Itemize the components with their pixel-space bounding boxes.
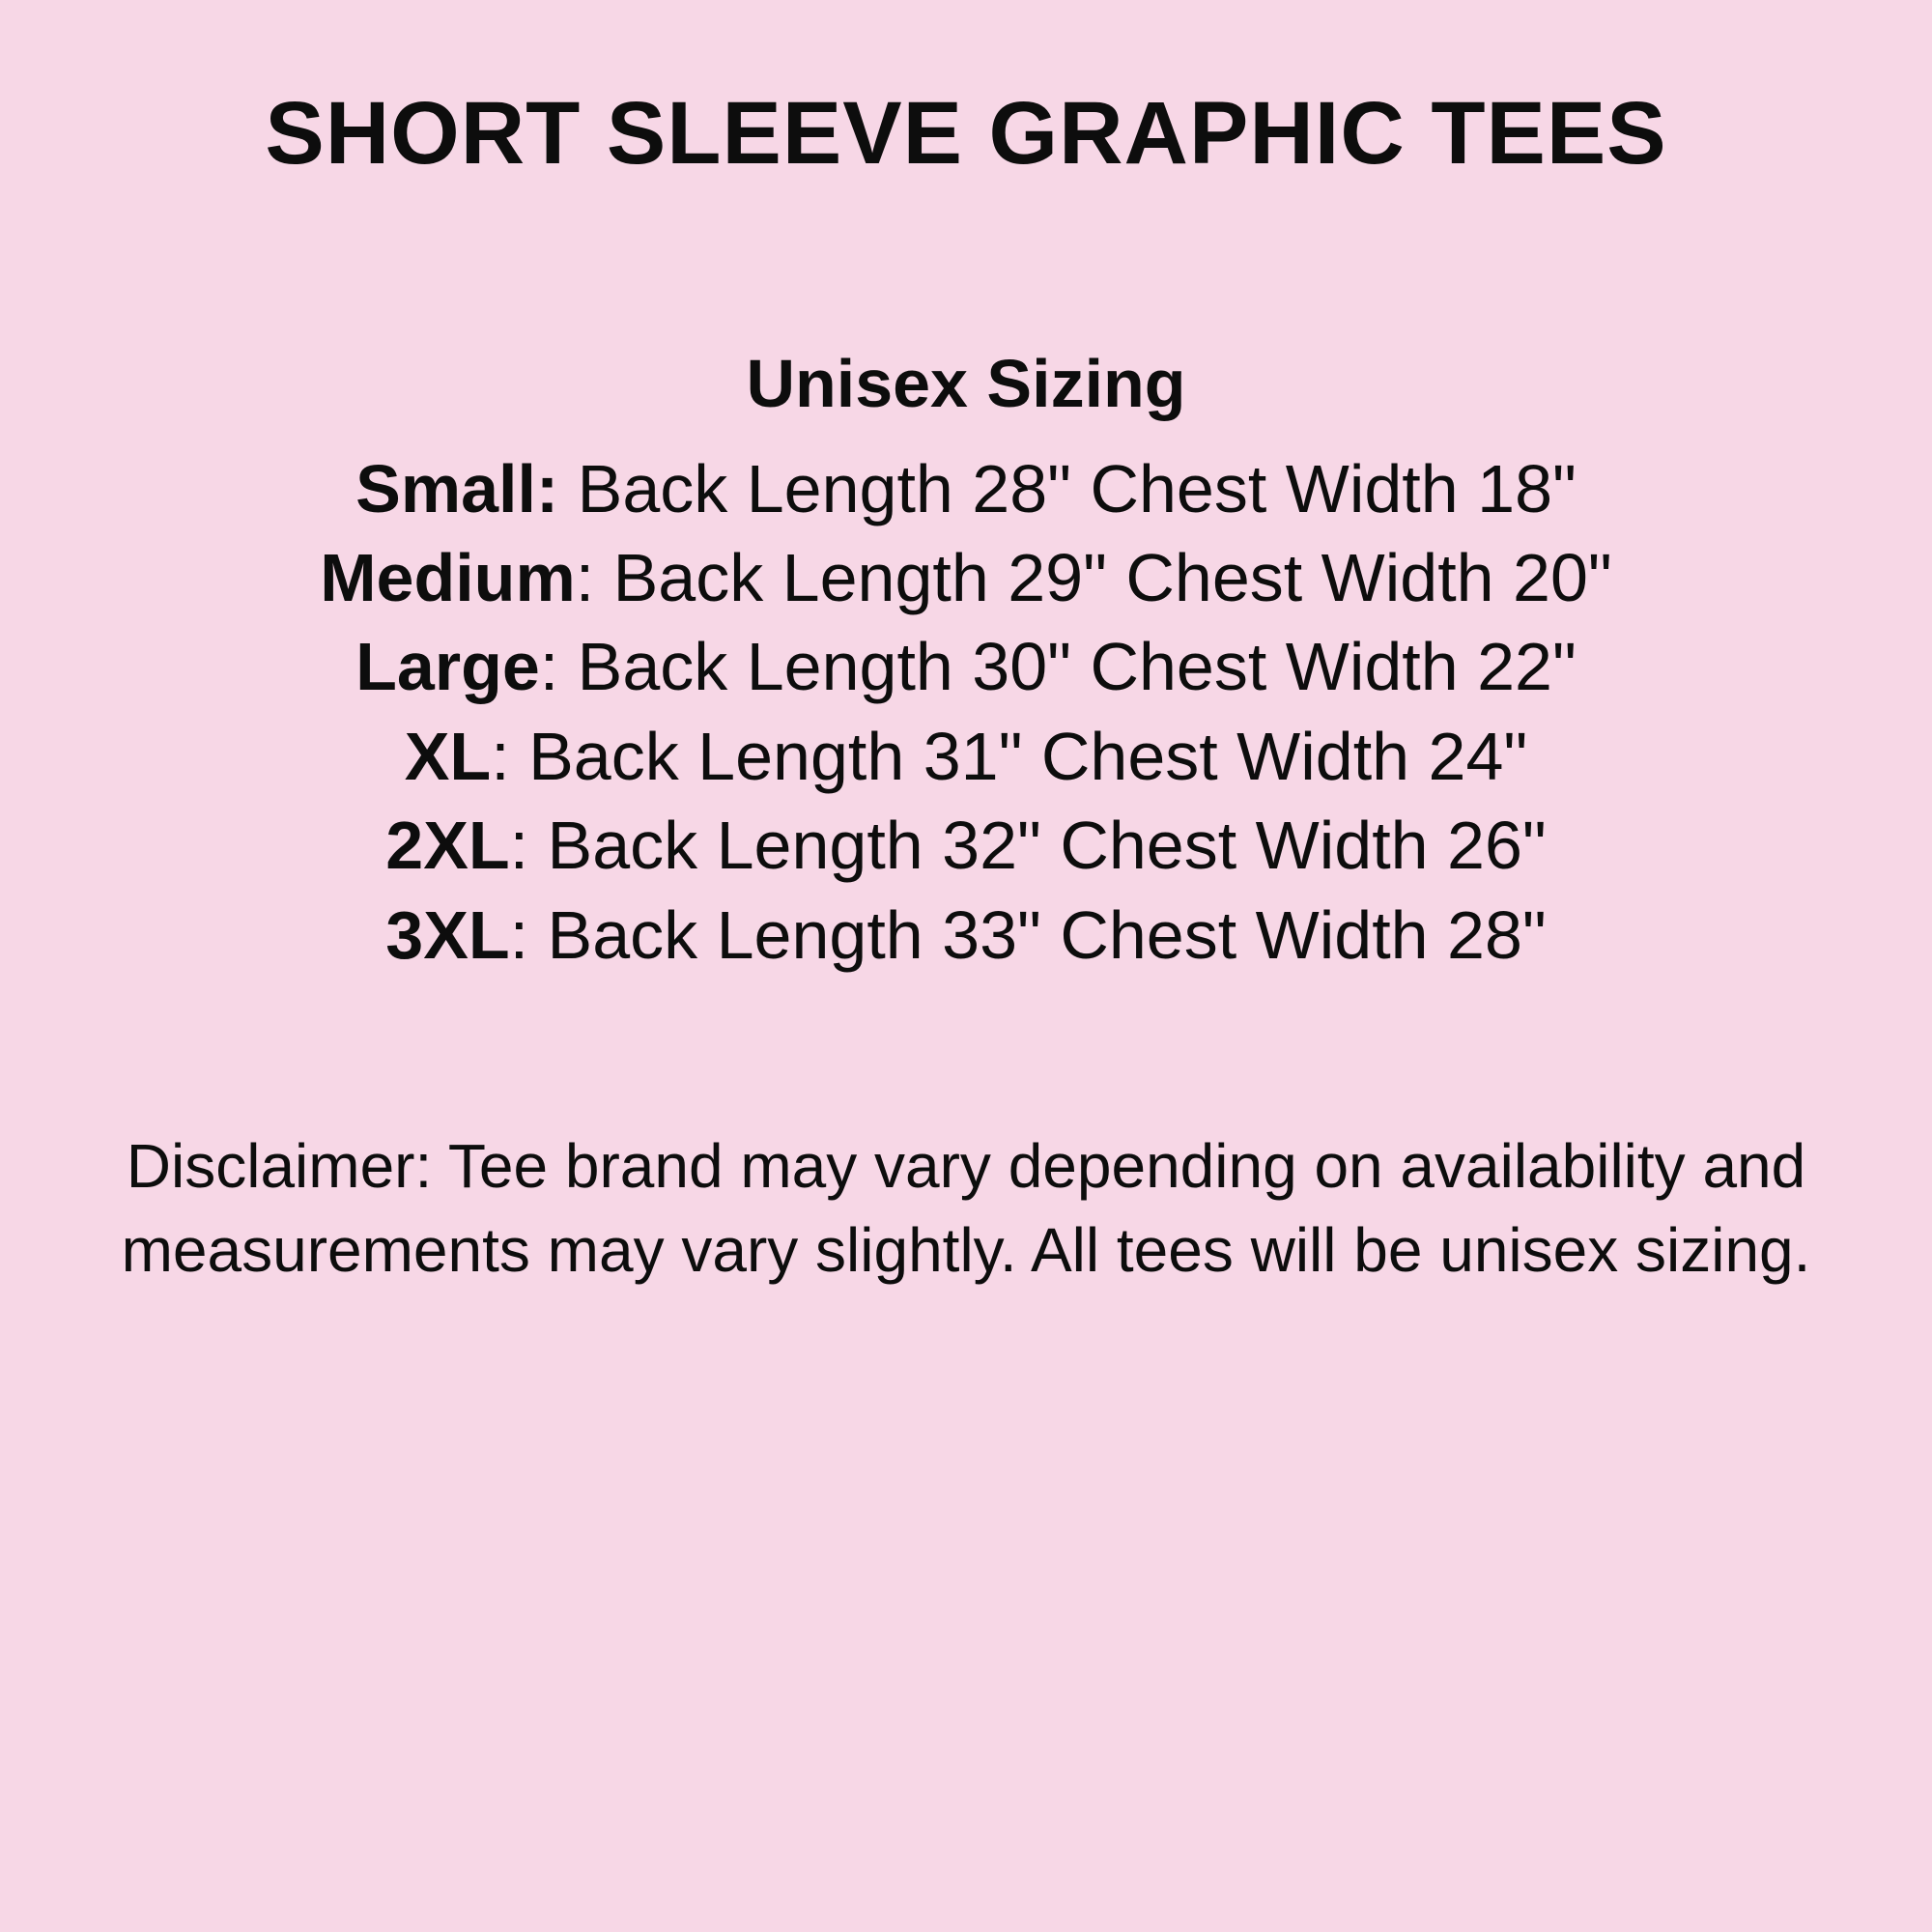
size-label: XL: [404, 718, 492, 794]
page-title: SHORT SLEEVE GRAPHIC TEES: [265, 84, 1667, 183]
size-measurements: : Back Length 29" Chest Width 20": [575, 539, 1612, 615]
size-label: Small:: [355, 450, 559, 526]
size-label: Medium: [320, 539, 576, 615]
size-list: [68, 444, 1864, 980]
size-measurements: : Back Length 32" Chest Width 26": [509, 808, 1547, 884]
size-label: 2XL: [385, 808, 510, 884]
section-heading-unisex-sizing: Unisex Sizing: [746, 345, 1186, 421]
list-item: [68, 444, 1864, 533]
list-item: [68, 533, 1864, 622]
size-measurements: : Back Length 30" Chest Width 22": [539, 629, 1577, 705]
size-label: Large: [355, 629, 540, 705]
list-item: [68, 801, 1864, 890]
list-item: [68, 712, 1864, 801]
size-label: 3XL: [385, 896, 510, 973]
size-measurements: Back Length 28" Chest Width 18": [558, 450, 1577, 526]
list-item: [68, 891, 1864, 980]
list-item: [68, 622, 1864, 711]
size-measurements: : Back Length 33" Chest Width 28": [509, 896, 1547, 973]
size-measurements: : Back Length 31" Chest Width 24": [491, 718, 1528, 794]
disclaimer-text: Disclaimer: Tee brand may vary depending on availability and measurements may vary slightly. All tees will be unisex sizing.: [121, 1130, 1811, 1285]
